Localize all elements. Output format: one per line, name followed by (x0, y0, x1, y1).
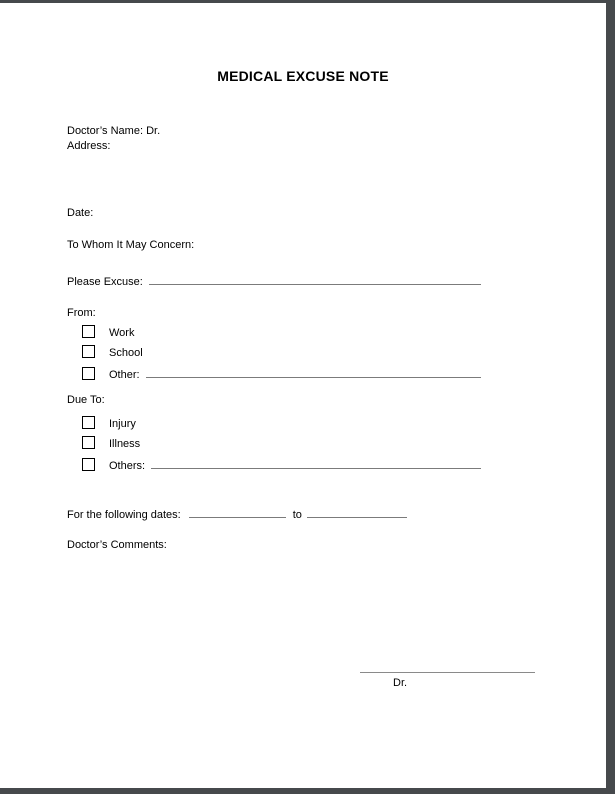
dates-blank-end[interactable] (307, 503, 407, 518)
work-label: Work (109, 327, 135, 339)
others-checkbox[interactable] (82, 458, 95, 471)
signature-name-label: Dr. (393, 677, 408, 689)
please-excuse-label: Please Excuse: (67, 276, 143, 288)
dates-label: For the following dates: (67, 509, 181, 521)
illness-label: Illness (109, 438, 141, 450)
due-to-option-illness (82, 434, 140, 452)
due-to-option-injury (82, 414, 136, 432)
other-label: Other: (109, 369, 140, 381)
school-checkbox[interactable] (82, 345, 95, 358)
school-label: School (109, 347, 143, 359)
address-line: Address: (67, 140, 111, 152)
document-page (0, 3, 606, 788)
from-option-school (82, 343, 143, 361)
work-checkbox[interactable] (82, 325, 95, 338)
others-blank[interactable] (151, 454, 481, 469)
doctor-name-line: Doctor’s Name: Dr. (67, 125, 161, 137)
dates-blank-start[interactable] (189, 503, 286, 518)
injury-checkbox[interactable] (82, 416, 95, 429)
other-blank[interactable] (146, 363, 481, 378)
please-excuse-row (67, 270, 481, 290)
date-line: Date: (67, 207, 94, 219)
illness-checkbox[interactable] (82, 436, 95, 449)
salutation-line: To Whom It May Concern: (67, 239, 195, 251)
due-to-option-others (82, 454, 481, 474)
dates-connector: to (292, 509, 302, 521)
document-title: MEDICAL EXCUSE NOTE (217, 68, 389, 84)
others-label: Others: (109, 460, 146, 472)
from-heading: From: (67, 307, 96, 319)
due-to-heading: Due To: (67, 394, 105, 406)
from-option-other (82, 363, 481, 383)
dates-row (67, 503, 407, 523)
injury-label: Injury (109, 418, 136, 430)
from-option-work (82, 323, 134, 341)
signature-line[interactable] (360, 672, 535, 673)
other-checkbox[interactable] (82, 367, 95, 380)
comments-label: Doctor’s Comments: (67, 539, 167, 551)
please-excuse-blank[interactable] (149, 270, 481, 285)
